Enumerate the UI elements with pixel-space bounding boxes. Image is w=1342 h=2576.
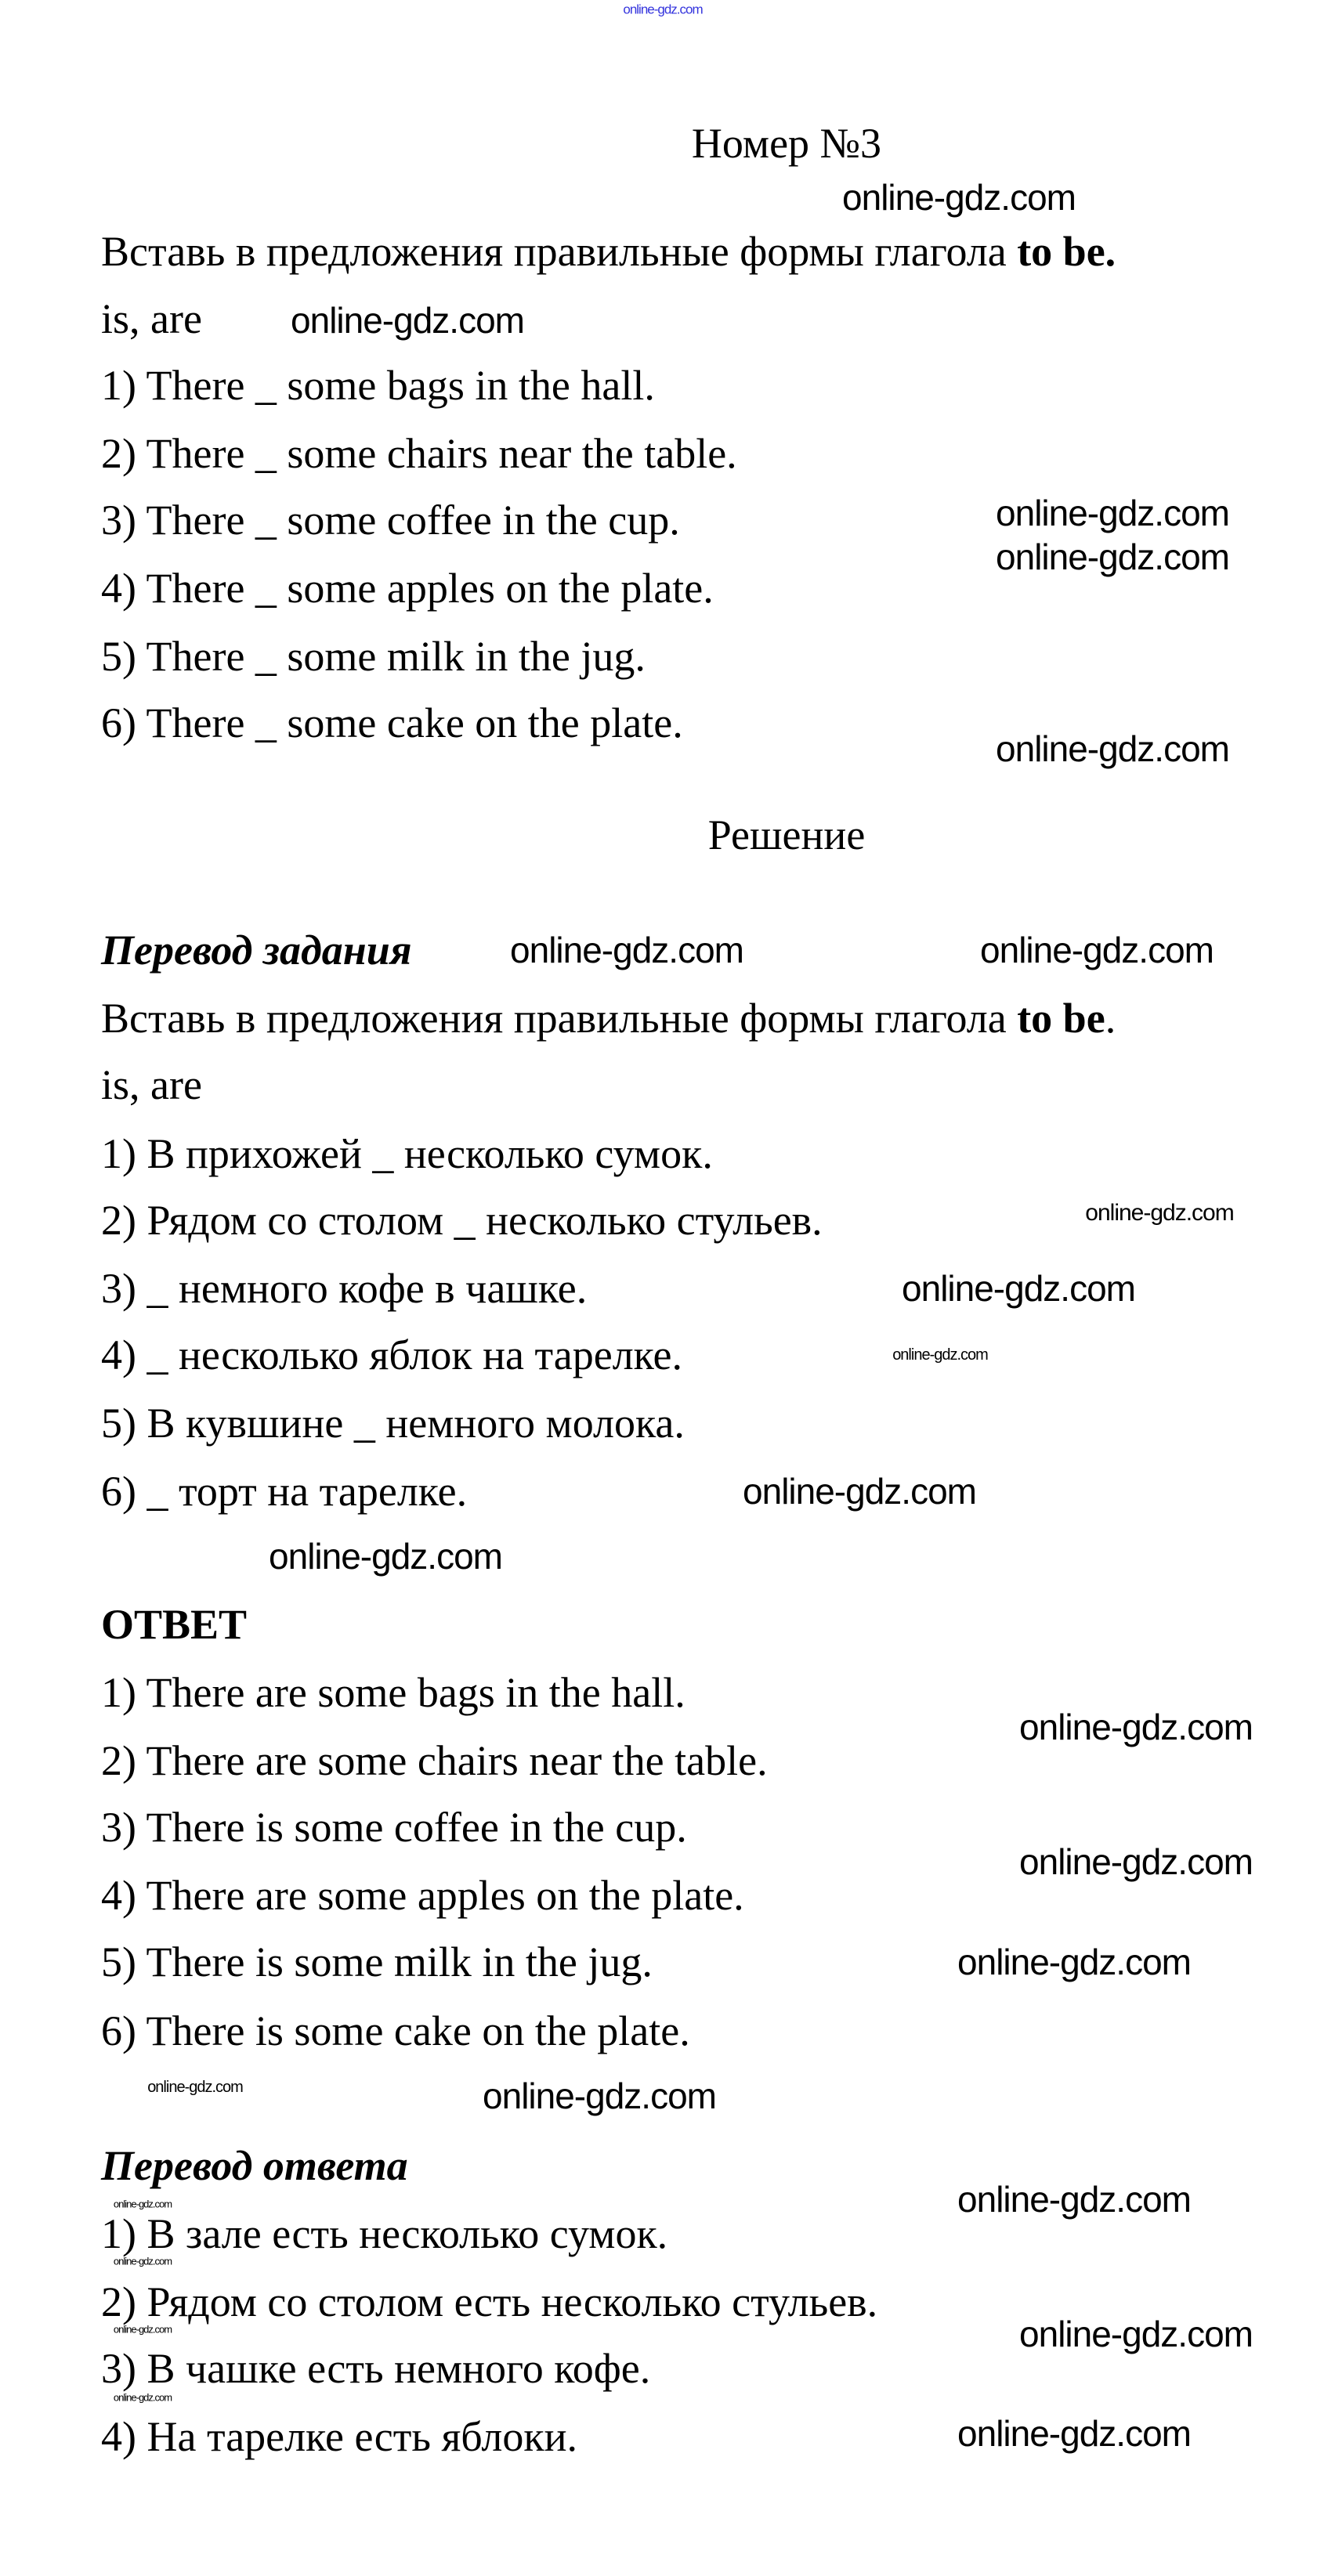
watermark: online-gdz.com [996,493,1229,533]
answer-heading: ОТВЕТ [101,1601,248,1648]
watermark: online-gdz.com [957,1942,1191,1982]
answer-translation-item: 4) На тарелке есть яблоки. [101,2413,578,2460]
task-translation-intro-bold: to be [1017,995,1105,1042]
watermark: online-gdz.com [842,177,1076,218]
watermark: online-gdz.com [113,2198,172,2210]
watermark: online-gdz.com [1019,1841,1253,1882]
task-translation-intro-end: . [1105,995,1116,1042]
answer-translation-item: 1) В зале есть несколько сумок. [101,2210,668,2257]
task-translation-intro-text: Вставь в предложения правильные формы глагола [101,995,1018,1042]
task-translation-item: 1) В прихожей _ несколько сумок. [101,1130,713,1177]
task-translation-intro [101,995,1116,1042]
watermark: online-gdz.com [957,2413,1191,2454]
task-item: 5) There _ some milk in the jug. [101,633,646,680]
watermark: online-gdz.com [113,2391,172,2404]
watermark: online-gdz.com [980,930,1214,970]
answer-item: 5) There is some milk in the jug. [101,1938,653,1985]
task-item: 1) There _ some bags in the hall. [101,362,655,409]
watermark: online-gdz.com [623,2,703,17]
task-translation-item: 5) В кувшине _ немного молока. [101,1400,685,1447]
answer-item: 1) There are some bags in the hall. [101,1669,685,1716]
task-item: 4) There _ some apples on the plate. [101,565,714,612]
answer-item: 6) There is some cake on the plate. [101,2007,690,2054]
page-title: Номер №3 [691,120,882,167]
watermark: online-gdz.com [996,728,1229,769]
task-translation-item: 2) Рядом со столом _ несколько стульев. [101,1197,823,1244]
task-item: 3) There _ some coffee in the cup. [101,497,680,544]
watermark: online-gdz.com [957,2179,1191,2220]
solution-label: Решение [707,811,866,858]
watermark: online-gdz.com [113,2323,172,2336]
task-intro [101,230,1116,273]
watermark: online-gdz.com [1019,2314,1253,2354]
watermark: online-gdz.com [1085,1200,1234,1226]
watermark: online-gdz.com [892,1346,988,1364]
task-options: is, are [101,295,202,342]
watermark: online-gdz.com [510,930,743,970]
task-translation-heading: Перевод задания [101,927,412,974]
answer-translation-item: 3) В чашке есть немного кофе. [101,2345,651,2392]
watermark: online-gdz.com [291,300,524,341]
answer-item: 3) There is some coffee in the cup. [101,1804,687,1851]
watermark: online-gdz.com [269,1536,502,1577]
task-item: 2) There _ some chairs near the table. [101,430,737,477]
task-translation-item: 3) _ немного кофе в чашке. [101,1265,588,1312]
task-translation-options: is, are [101,1061,202,1108]
watermark: online-gdz.com [996,537,1229,577]
answer-item: 2) There are some chairs near the table. [101,1737,768,1784]
answer-translation-heading: Перевод ответа [101,2142,408,2189]
answer-translation-item: 2) Рядом со столом есть несколько стульев. [101,2278,878,2325]
task-translation-item: 4) _ несколько яблок на тарелке. [101,1331,683,1378]
watermark: online-gdz.com [902,1268,1135,1309]
watermark: online-gdz.com [743,1471,976,1512]
task-intro-text: Вставь в предложения правильные формы глагола [101,228,1018,275]
watermark: online-gdz.com [483,2076,716,2116]
task-item: 6) There _ some cake on the plate. [101,699,683,746]
task-translation-item: 6) _ торт на тарелке. [101,1468,468,1515]
watermark: online-gdz.com [113,2255,172,2267]
task-intro-bold: to be. [1017,228,1116,275]
answer-item: 4) There are some apples on the plate. [101,1872,744,1919]
watermark: online-gdz.com [1019,1707,1253,1747]
watermark: online-gdz.com [147,2079,243,2096]
